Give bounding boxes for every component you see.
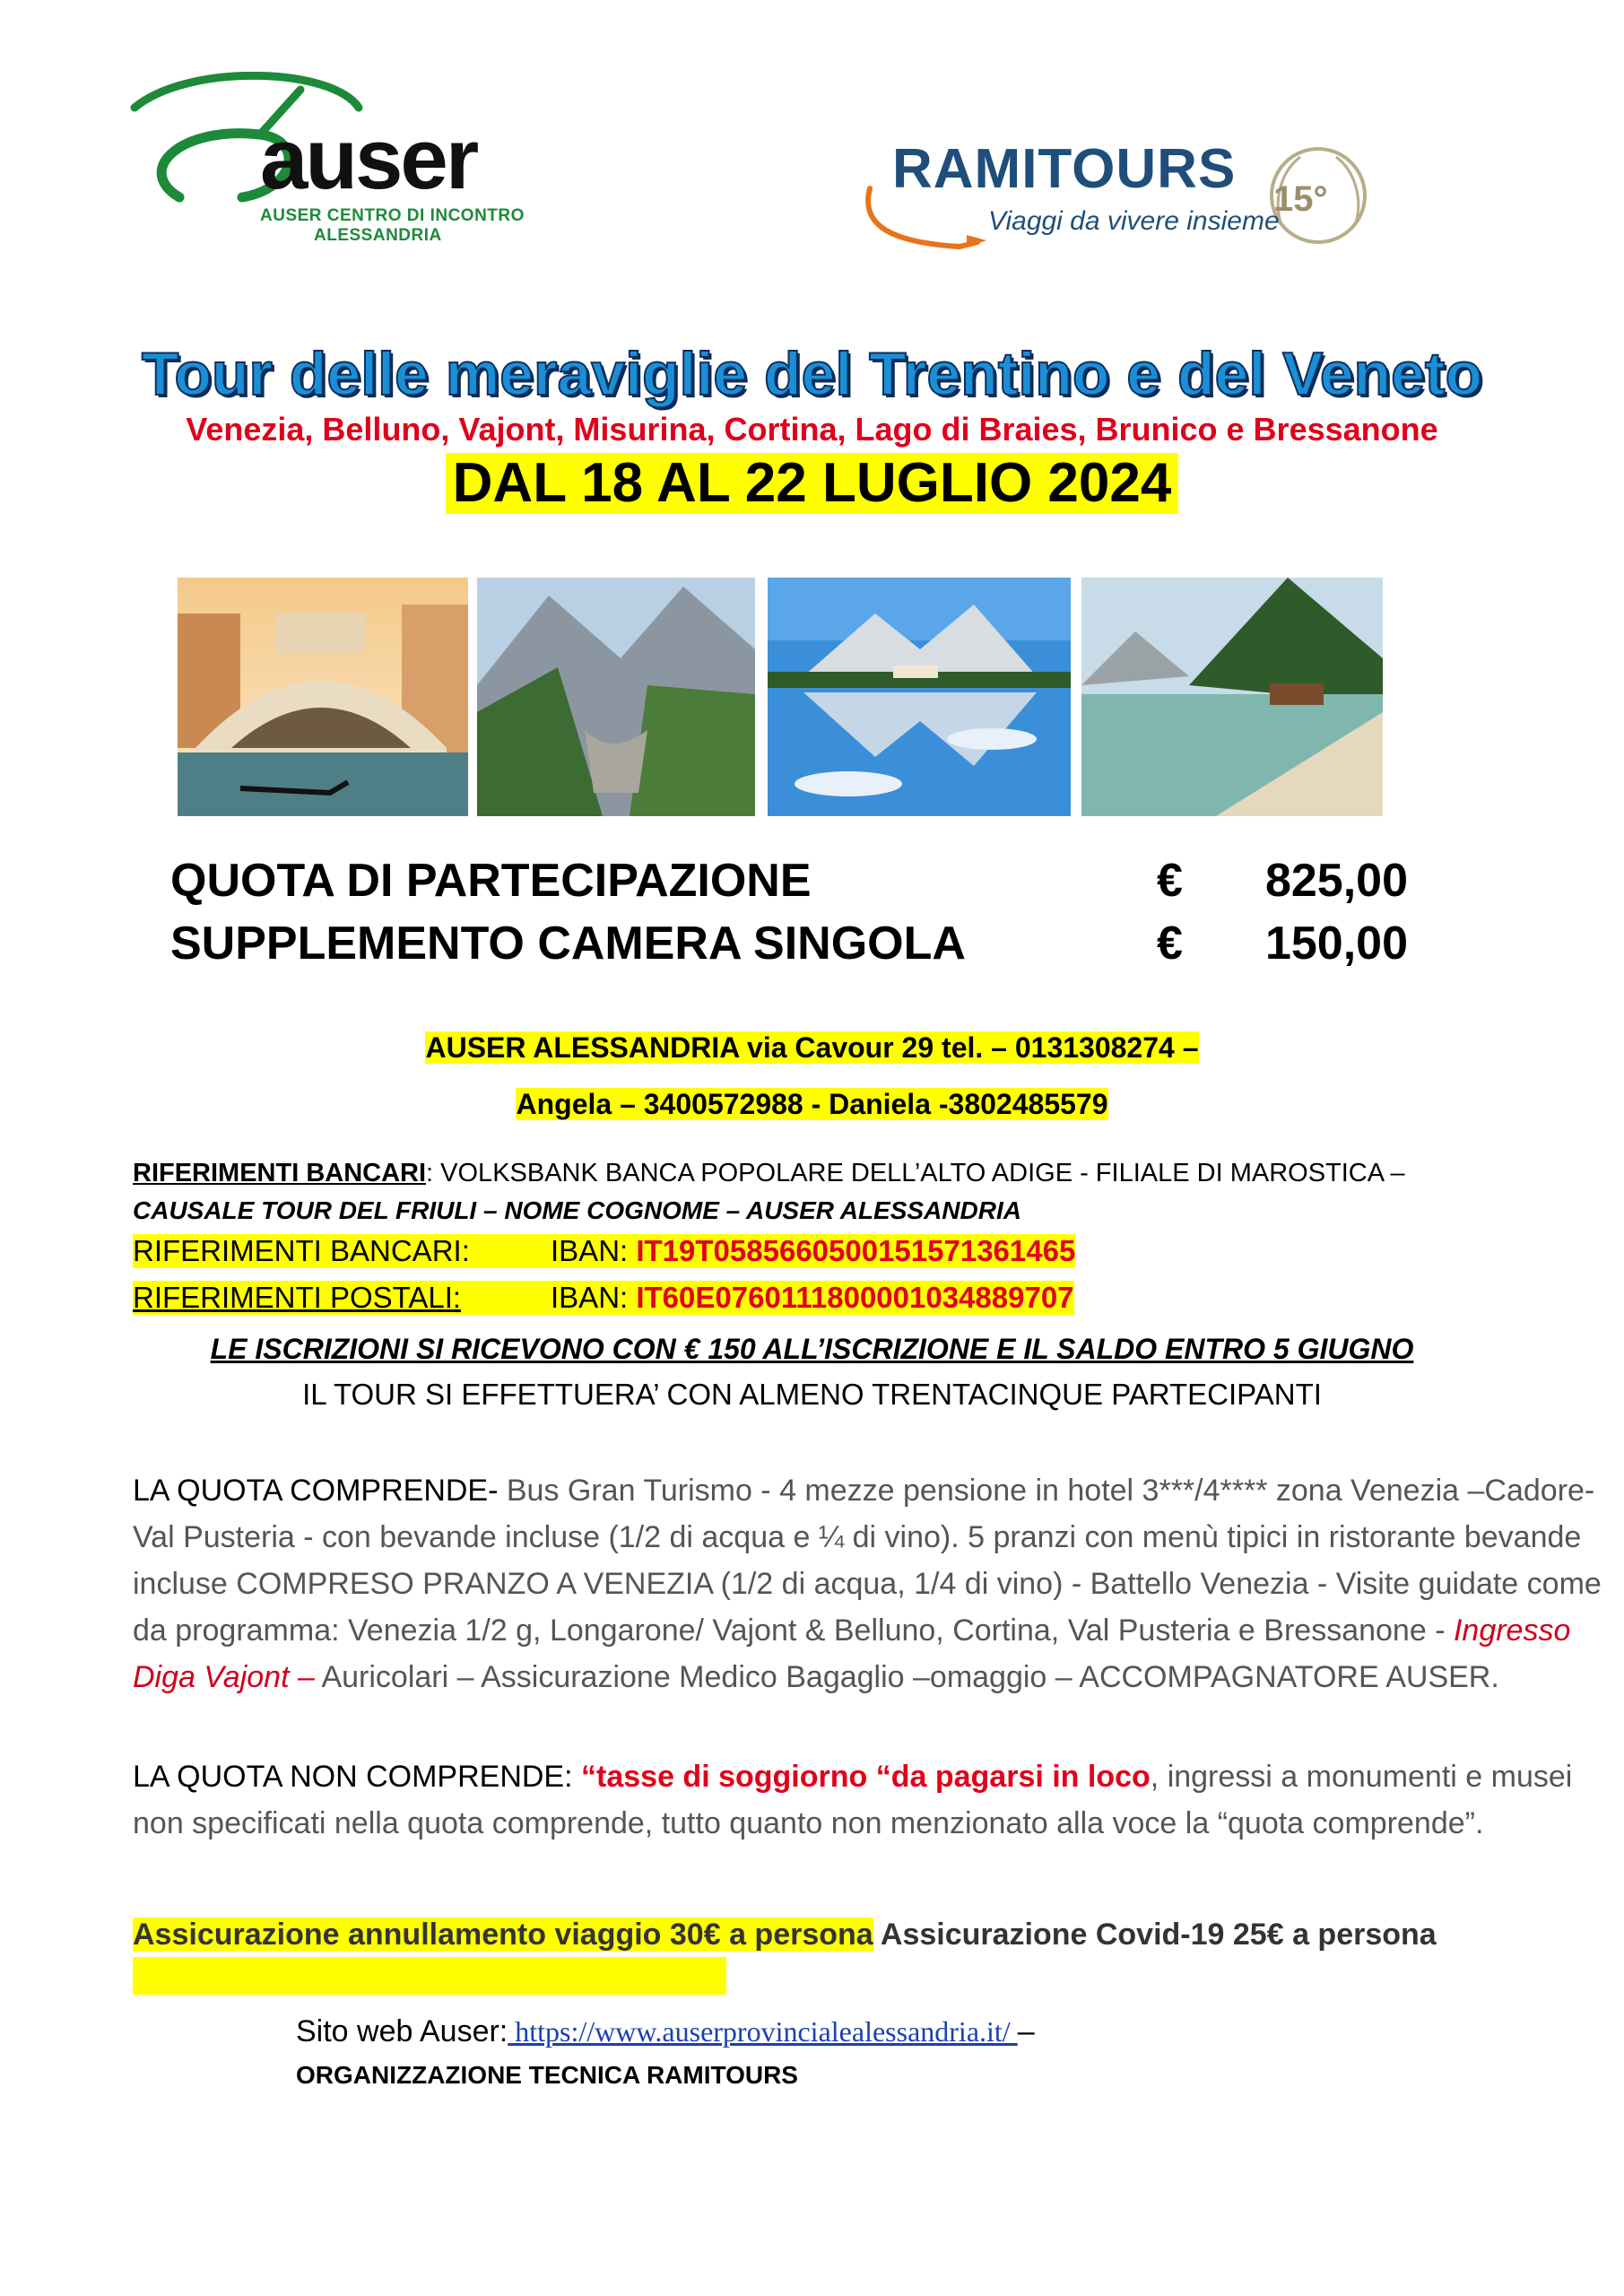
contact-persons-text: Angela – 3400572988 - Daniela -3802485579	[516, 1088, 1108, 1120]
bank-reference-label: RIFERIMENTI BANCARI	[133, 1159, 427, 1187]
auser-logo-city: ALESSANDRIA	[314, 226, 442, 245]
price-participation-currency: €	[1157, 855, 1183, 907]
tour-title: Tour delle meraviglie del Trentino e del Veneto	[141, 340, 1483, 408]
photo-lago-braies	[1081, 578, 1383, 816]
quota-comprende-highlight: Ingresso Diga Vajont –	[133, 1613, 1571, 1694]
quota-comprende-text-end: Auricolari – Assicurazione Medico Bagaglio –omaggio – ACCOMPAGNATORE AUSER.	[314, 1660, 1499, 1694]
bank-reference	[133, 1159, 1405, 1188]
quota-comprende-text: Bus Gran Turismo - 4 mezze pensione in hotel 3***/4**** zona Venezia –Cadore- Val Pusteria - con bevande incluse (1/2 di acqua e ¼ di vino). 5 pranzi con menù tipici in ristorante bevande incluse COMPRESO PRANZO A VENEZIA (1/2 di acqua, 1/4 di vino) - Battello Venezia - Visite guidate come da programma: Venezia 1/2 g, Longarone/ Vajont & Belluno, Cortina, Val Pusteria e Bressanone -	[133, 1474, 1602, 1648]
quota-non-comprende-highlight: “tasse di soggiorno “da pagarsi in loco	[581, 1760, 1151, 1794]
website-label: Sito web Auser:	[296, 2014, 508, 2048]
organization-credit: ORGANIZZAZIONE TECNICA RAMITOURS	[296, 2061, 798, 2089]
registration-terms: LE ISCRIZIONI SI RICEVONO CON € 150 ALL’ISCRIZIONE E IL SALDO ENTRO 5 GIUGNO	[210, 1333, 1414, 1365]
auser-logo-word: auser	[260, 111, 477, 207]
price-single-room-label: SUPPLEMENTO CAMERA SINGOLA	[170, 918, 966, 970]
tour-cities: Venezia, Belluno, Vajont, Misurina, Cortina, Lago di Braies, Brunico e Bressanone	[186, 411, 1438, 448]
insurance-covid: Assicurazione Covid-19 25€ a persona	[873, 1918, 1437, 1952]
minimum-participants: IL TOUR SI EFFETTUERA’ CON ALMENO TRENTACINQUE PARTECIPANTI	[302, 1378, 1322, 1411]
quota-non-comprende-label: LA QUOTA NON COMPRENDE:	[133, 1760, 582, 1794]
auser-logo-subtitle: AUSER CENTRO DI INCONTRO	[260, 206, 525, 225]
contact-persons	[0, 1088, 1624, 1121]
tour-dates-wrap	[0, 453, 1624, 514]
ramitours-anniversary-badge: 15°	[1273, 179, 1328, 219]
website-line	[296, 2014, 1035, 2049]
quota-comprende-label: LA QUOTA COMPRENDE-	[133, 1474, 499, 1508]
price-participation-label: QUOTA DI PARTECIPAZIONE	[170, 855, 812, 907]
price-participation-value: 825,00	[1264, 855, 1408, 907]
photo-vajont-dam	[477, 578, 755, 816]
price-single-room-value: 150,00	[1264, 918, 1408, 970]
bank-iban: IT19T0585660500151571361465	[636, 1234, 1076, 1267]
website-dash: –	[1017, 2014, 1035, 2048]
insurance-line	[133, 1918, 1437, 1952]
insurance-cancellation: Assicurazione annullamento viaggio 30€ a persona	[133, 1918, 873, 1952]
ramitours-tagline: Viaggi da vivere insieme	[988, 206, 1280, 236]
contact-office-text: AUSER ALESSANDRIA via Cavour 29 tel. – 0131308274 –	[425, 1031, 1199, 1064]
bank-iban-label: RIFERIMENTI BANCARI:	[133, 1234, 470, 1267]
bank-reference-text: : VOLKSBANK BANCA POPOLARE DELL’ALTO ADIGE - FILIALE DI MAROSTICA –	[426, 1159, 1405, 1187]
bank-causale: CAUSALE TOUR DEL FRIULI – NOME COGNOME – AUSER ALESSANDRIA	[133, 1196, 1021, 1224]
price-single-room-currency: €	[1157, 918, 1183, 970]
postal-iban: IT60E0760111800001034889707	[636, 1281, 1074, 1314]
photo-venezia-rialto	[178, 578, 468, 816]
bank-iban-prefix: IBAN:	[551, 1234, 637, 1267]
quota-non-comprende-text: , ingressi a monumenti e musei non specificati nella quota comprende, tutto quanto non menzionato alla voce la “quota comprende”.	[133, 1760, 1573, 1840]
photo-lago-misurina	[768, 578, 1071, 816]
bank-iban-line	[133, 1234, 1075, 1268]
ramitours-logo-word: RAMITOURS	[892, 138, 1237, 200]
tour-dates: DAL 18 AL 22 LUGLIO 2024	[446, 453, 1179, 514]
postal-iban-label: RIFERIMENTI POSTALI:	[133, 1281, 462, 1314]
quota-non-comprende	[133, 1753, 1603, 1847]
quota-comprende	[133, 1467, 1603, 1700]
website-link[interactable]: https://www.auserprovincialealessandria.it/	[508, 2015, 1018, 2048]
insurance-highlight-block	[133, 1957, 726, 1995]
contact-office	[0, 1031, 1624, 1065]
postal-iban-prefix: IBAN:	[551, 1281, 637, 1314]
postal-iban-line	[133, 1281, 1074, 1315]
